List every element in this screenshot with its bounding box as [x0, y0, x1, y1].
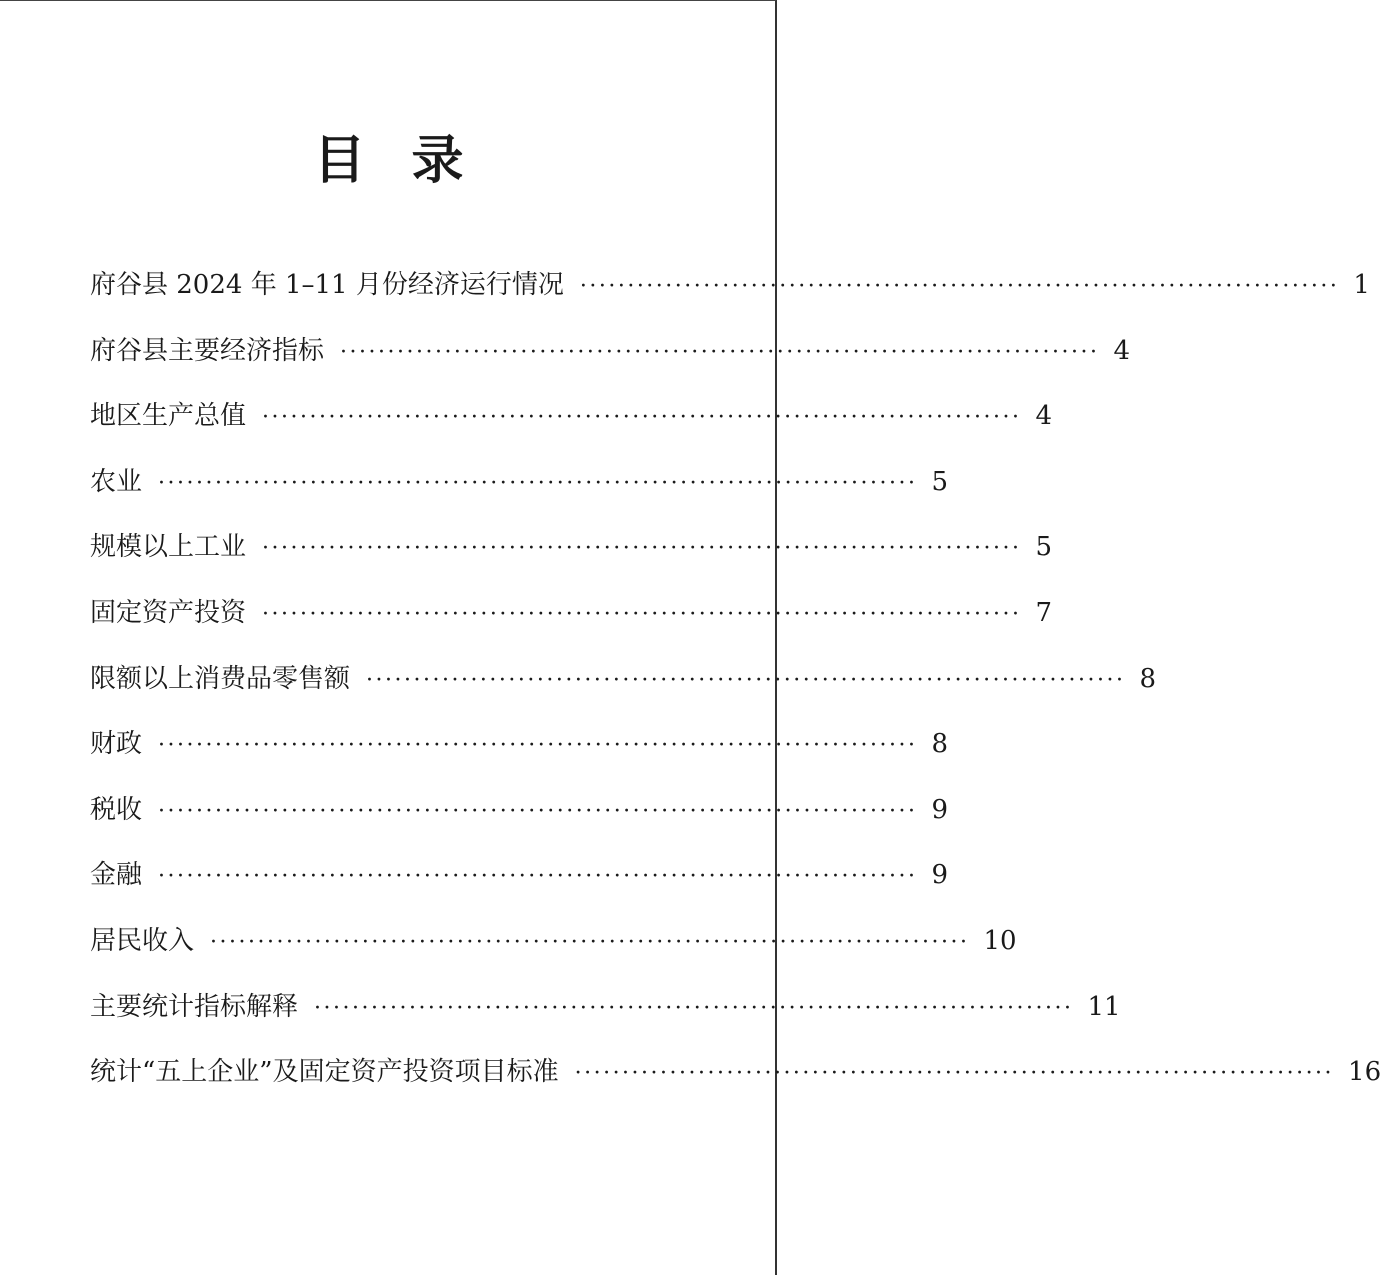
title-char-1: 目 [313, 130, 366, 191]
toc-dot-leader: ················································································ [158, 733, 918, 759]
toc-entry[interactable] [90, 649, 1157, 715]
toc-entry-title: 府谷县主要经济指标 [90, 335, 325, 366]
toc-dot-leader: ················································································ [158, 864, 918, 890]
toc-entry[interactable] [90, 321, 1131, 387]
toc-page-number: 4 [1035, 401, 1053, 432]
page-title [0, 129, 777, 193]
toc-entry[interactable] [90, 255, 1370, 321]
toc-dot-leader: ················································································ [340, 339, 1100, 365]
toc-entry-title: 统计“五上企业”及固定资产投资项目标准 [90, 1057, 559, 1088]
toc-page-number: 1 [1353, 270, 1370, 300]
toc-dot-leader: ················································································ [158, 798, 918, 824]
toc-dot-leader: ················································································ [574, 1061, 1335, 1087]
toc-page-number: 5 [1035, 532, 1053, 563]
toc-dot-leader: ················································································ [262, 405, 1022, 431]
toc-page-number: 16 [1348, 1057, 1381, 1088]
toc-dot-leader: ················································································ [314, 995, 1074, 1021]
toc-entry[interactable] [90, 583, 1053, 649]
toc-entry-title: 规模以上工业 [90, 532, 247, 563]
toc-dot-leader: ················································································ [366, 667, 1126, 693]
toc-entry-title: 地区生产总值 [90, 401, 247, 432]
toc-entry[interactable] [90, 911, 1017, 977]
toc-dot-leader: ················································································ [262, 601, 1022, 627]
toc-page-number: 10 [983, 925, 1017, 956]
toc-page-number: 9 [931, 794, 949, 825]
toc-dot-leader: ················································································ [210, 929, 970, 955]
toc-entry[interactable] [90, 386, 1053, 452]
toc-entry-title: 主要统计指标解释 [90, 991, 299, 1022]
toc-entry[interactable] [90, 780, 949, 846]
toc-dot-leader: ················································································ [158, 470, 918, 496]
toc-entry-title: 金融 [90, 860, 143, 891]
toc-page-number: 8 [931, 729, 949, 760]
toc-entry-title: 税收 [90, 794, 143, 825]
toc-entry[interactable] [90, 1042, 1381, 1108]
toc-page-number: 4 [1113, 335, 1131, 366]
toc-entry-title: 财政 [90, 729, 143, 760]
toc-entry-title: 农业 [90, 466, 143, 497]
toc-page-number: 7 [1035, 597, 1053, 628]
toc-entry-title: 居民收入 [90, 925, 195, 956]
toc-dot-leader: ················································································ [579, 274, 1340, 299]
toc-entry-title: 府谷县 2024 年 1–11 月份经济运行情况 [90, 270, 564, 300]
title-char-2: 录 [411, 130, 464, 191]
toc-dot-leader: ················································································ [262, 536, 1022, 562]
toc-page-number: 11 [1087, 991, 1121, 1022]
toc-page-number: 5 [931, 466, 949, 497]
toc-entry[interactable] [90, 452, 949, 518]
toc-page-number: 9 [931, 860, 949, 891]
table-of-contents [90, 255, 1381, 1108]
toc-entry[interactable] [90, 977, 1121, 1043]
toc-page-number: 8 [1139, 663, 1157, 694]
toc-entry-title: 限额以上消费品零售额 [90, 663, 351, 694]
toc-entry-title: 固定资产投资 [90, 597, 247, 628]
toc-entry[interactable] [90, 845, 949, 911]
toc-entry[interactable] [90, 714, 949, 780]
toc-entry[interactable] [90, 517, 1053, 583]
